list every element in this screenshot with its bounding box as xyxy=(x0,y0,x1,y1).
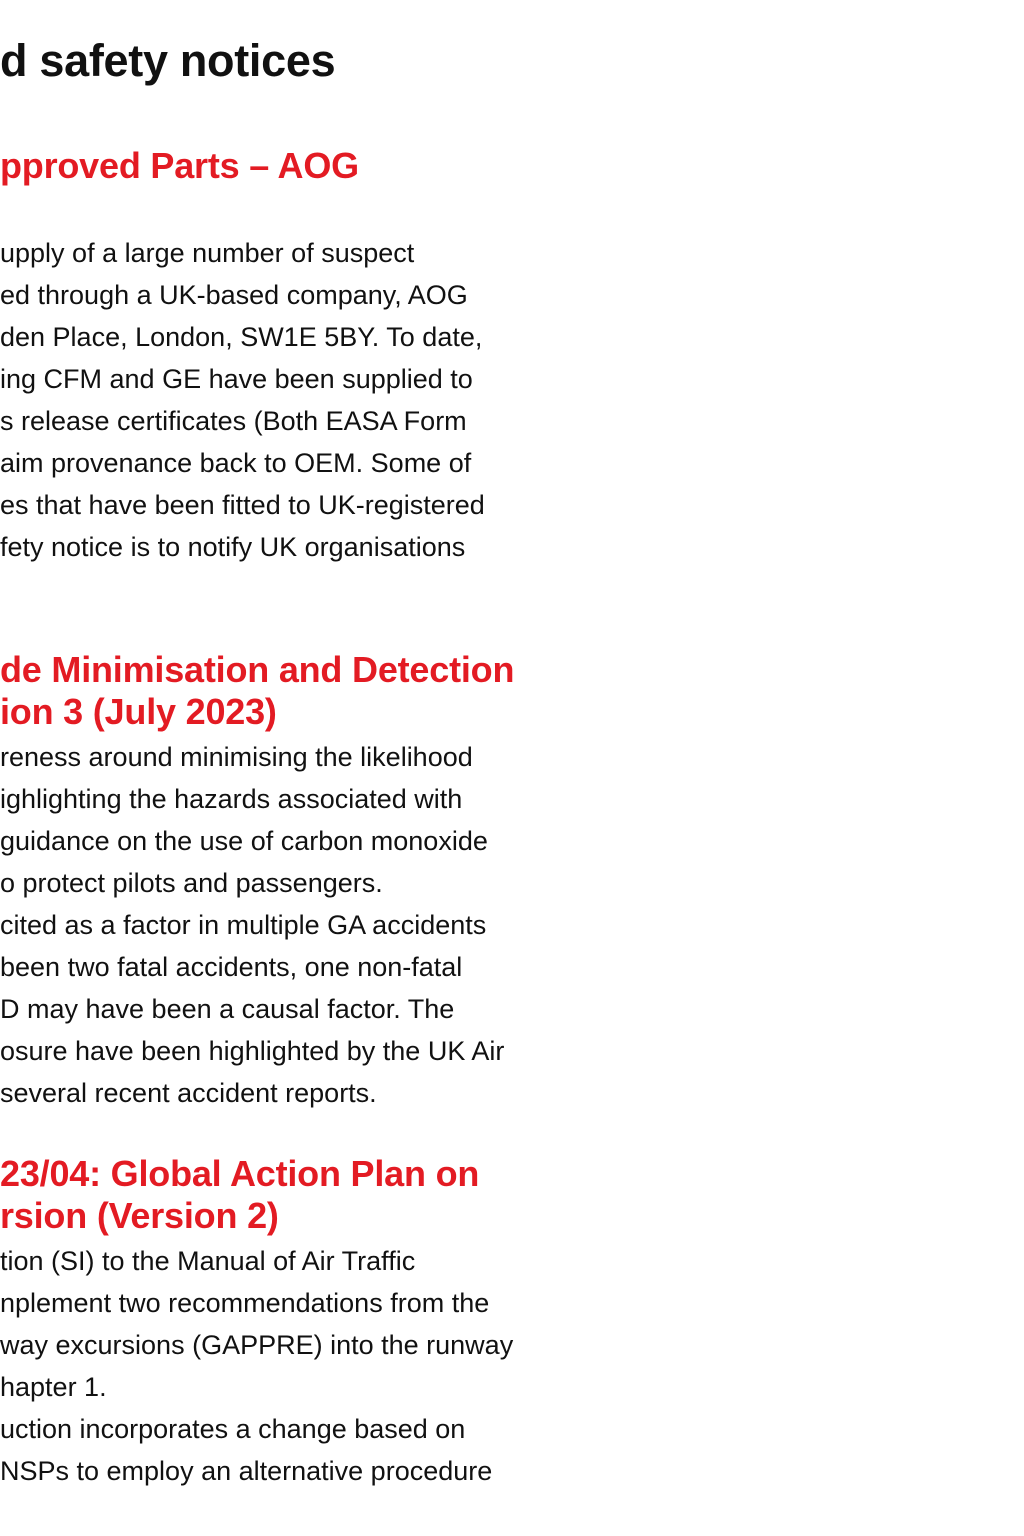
body-line: guidance on the use of carbon monoxide xyxy=(0,826,488,856)
body-line: tion (SI) to the Manual of Air Traffic xyxy=(0,1246,416,1276)
body-line: o protect pilots and passengers. xyxy=(0,868,383,898)
body-line: aim provenance back to OEM. Some of xyxy=(0,448,472,478)
section-heading-aog xyxy=(0,145,359,187)
body-line: nplement two recommendations from the xyxy=(0,1288,490,1318)
section-heading-gappre xyxy=(0,1153,479,1237)
section-heading-line: ion 3 (July 2023) xyxy=(0,691,277,732)
body-line: fety notice is to notify UK organisations xyxy=(0,532,466,562)
body-line: ighlighting the hazards associated with xyxy=(0,784,463,814)
body-line: s release certificates (Both EASA Form xyxy=(0,406,467,436)
body-line: osure have been highlighted by the UK Air xyxy=(0,1036,505,1066)
body-line: several recent accident reports. xyxy=(0,1078,377,1108)
section-body-gappre xyxy=(0,1240,513,1492)
section-heading-line: pproved Parts – AOG xyxy=(0,145,359,186)
section-heading-line: de Minimisation and Detection xyxy=(0,649,515,690)
body-line: uction incorporates a change based on xyxy=(0,1414,466,1444)
body-line: been two fatal accidents, one non-fatal xyxy=(0,952,463,982)
body-line: hapter 1. xyxy=(0,1372,107,1402)
body-line: ing CFM and GE have been supplied to xyxy=(0,364,473,394)
body-line: way excursions (GAPPRE) into the runway xyxy=(0,1330,514,1360)
section-body-carbon-monoxide xyxy=(0,736,504,1114)
body-line: D may have been a causal factor. The xyxy=(0,994,455,1024)
body-line: upply of a large number of suspect xyxy=(0,238,415,268)
body-line: ed through a UK-based company, AOG xyxy=(0,280,468,310)
body-line: reness around minimising the likelihood xyxy=(0,742,473,772)
body-line: NSPs to employ an alternative procedure xyxy=(0,1456,493,1486)
section-heading-carbon-monoxide xyxy=(0,649,514,733)
section-body-aog xyxy=(0,232,485,568)
body-line: den Place, London, SW1E 5BY. To date, xyxy=(0,322,483,352)
body-line: cited as a factor in multiple GA accidents xyxy=(0,910,487,940)
section-heading-line: 23/04: Global Action Plan on xyxy=(0,1153,480,1194)
body-line: es that have been fitted to UK-registered xyxy=(0,490,485,520)
page-title: d safety notices xyxy=(0,35,336,86)
section-heading-line: rsion (Version 2) xyxy=(0,1195,279,1236)
